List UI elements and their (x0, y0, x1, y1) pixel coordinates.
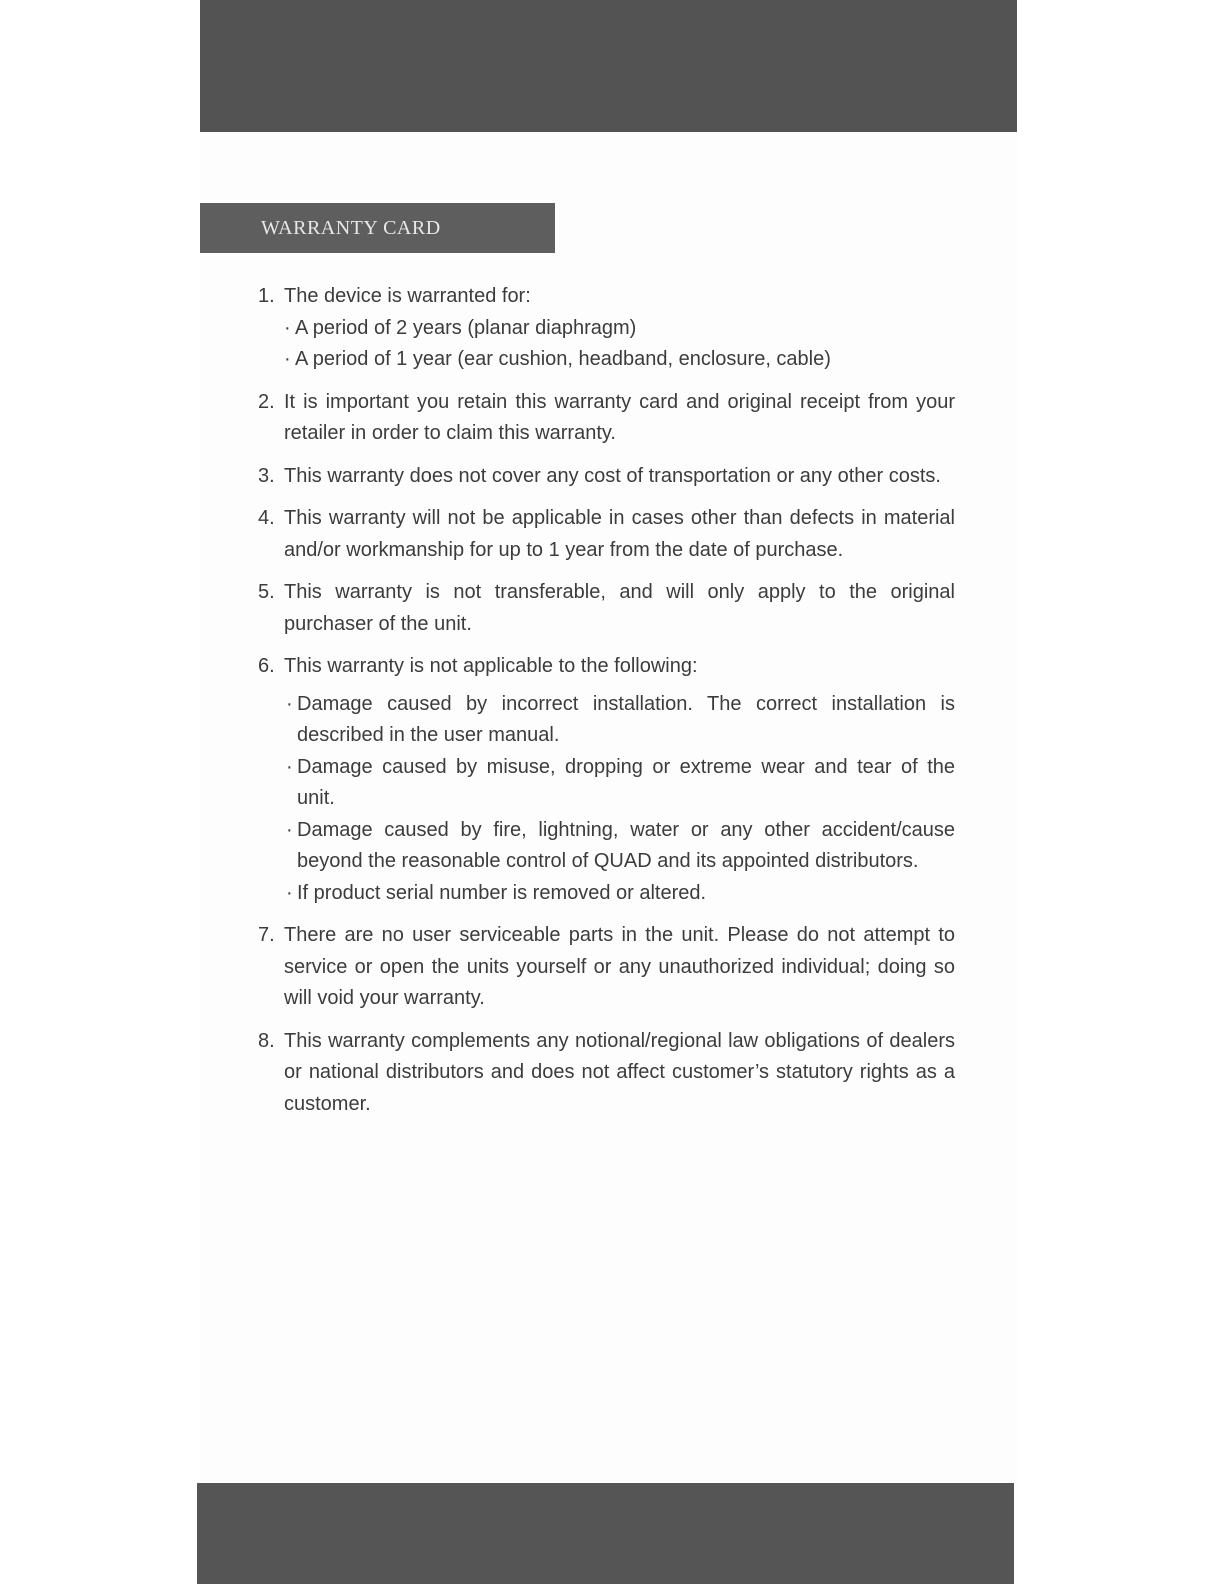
bullet-icon: · (286, 818, 293, 841)
sub-item: · A period of 1 year (ear cushion, headband, enclosure, cable) (284, 344, 955, 376)
item-number: 1. (258, 285, 275, 307)
item-number: 7. (258, 924, 275, 946)
item-text: There are no user serviceable parts in the unit. Please do not attempt to service or open the units yourself or any unauthorized individual; doing so will void your warranty. (284, 924, 955, 1009)
sub-item: · Damage caused by incorrect installation. The correct installation is described in the user manual. (286, 689, 955, 752)
item-text: It is important you retain this warranty card and original receipt from your retailer in order to claim this warranty. (284, 390, 955, 444)
warranty-item-2 (258, 387, 955, 450)
sub-item: · Damage caused by misuse, dropping or extreme wear and tear of the unit. (286, 752, 955, 815)
item-number: 3. (258, 464, 275, 487)
warranty-item-8 (258, 1026, 955, 1121)
top-dark-band (200, 0, 1017, 132)
item-text: The device is warranted for: (284, 285, 531, 307)
item-number: 8. (258, 1029, 275, 1052)
sub-item: · If product serial number is removed or altered. (286, 878, 955, 910)
item-number: 2. (258, 390, 275, 413)
bullet-icon: · (284, 316, 291, 339)
bullet-icon: · (286, 881, 293, 904)
page-title: WARRANTY CARD (261, 216, 441, 239)
item-text: This warranty does not cover any cost of transportation or any other costs. (284, 464, 941, 487)
bullet-icon: · (286, 692, 293, 715)
item-text: This warranty is not transferable, and will only apply to the original purchaser of the unit. (284, 581, 955, 635)
item-number: 5. (258, 581, 275, 603)
item-number: 6. (258, 655, 275, 677)
sub-item: · Damage caused by fire, lightning, water or any other accident/cause beyond the reasonable control of QUAD and its appointed distributors. (286, 815, 955, 878)
warranty-terms-list (258, 281, 955, 1131)
warranty-item-1 (258, 281, 955, 376)
section-header (200, 203, 555, 253)
item-text: This warranty will not be applicable in cases other than defects in material and/or workmanship for up to 1 year from the date of purchase. (284, 507, 955, 561)
warranty-item-3 (258, 461, 955, 493)
warranty-item-4 (258, 503, 955, 566)
item-number: 4. (258, 507, 275, 529)
warranty-item-6 (258, 651, 955, 909)
bullet-icon: · (286, 755, 293, 778)
bottom-dark-band (197, 1483, 1014, 1584)
bullet-icon: · (284, 348, 291, 370)
warranty-item-5 (258, 577, 955, 640)
sub-item: · A period of 2 years (planar diaphragm) (284, 313, 955, 345)
item-text: This warranty is not applicable to the following: (284, 655, 698, 677)
item-text: This warranty complements any notional/regional law obligations of dealers or national distributors and does not affect customer’s statutory rights as a customer. (284, 1029, 955, 1115)
warranty-item-7 (258, 920, 955, 1015)
